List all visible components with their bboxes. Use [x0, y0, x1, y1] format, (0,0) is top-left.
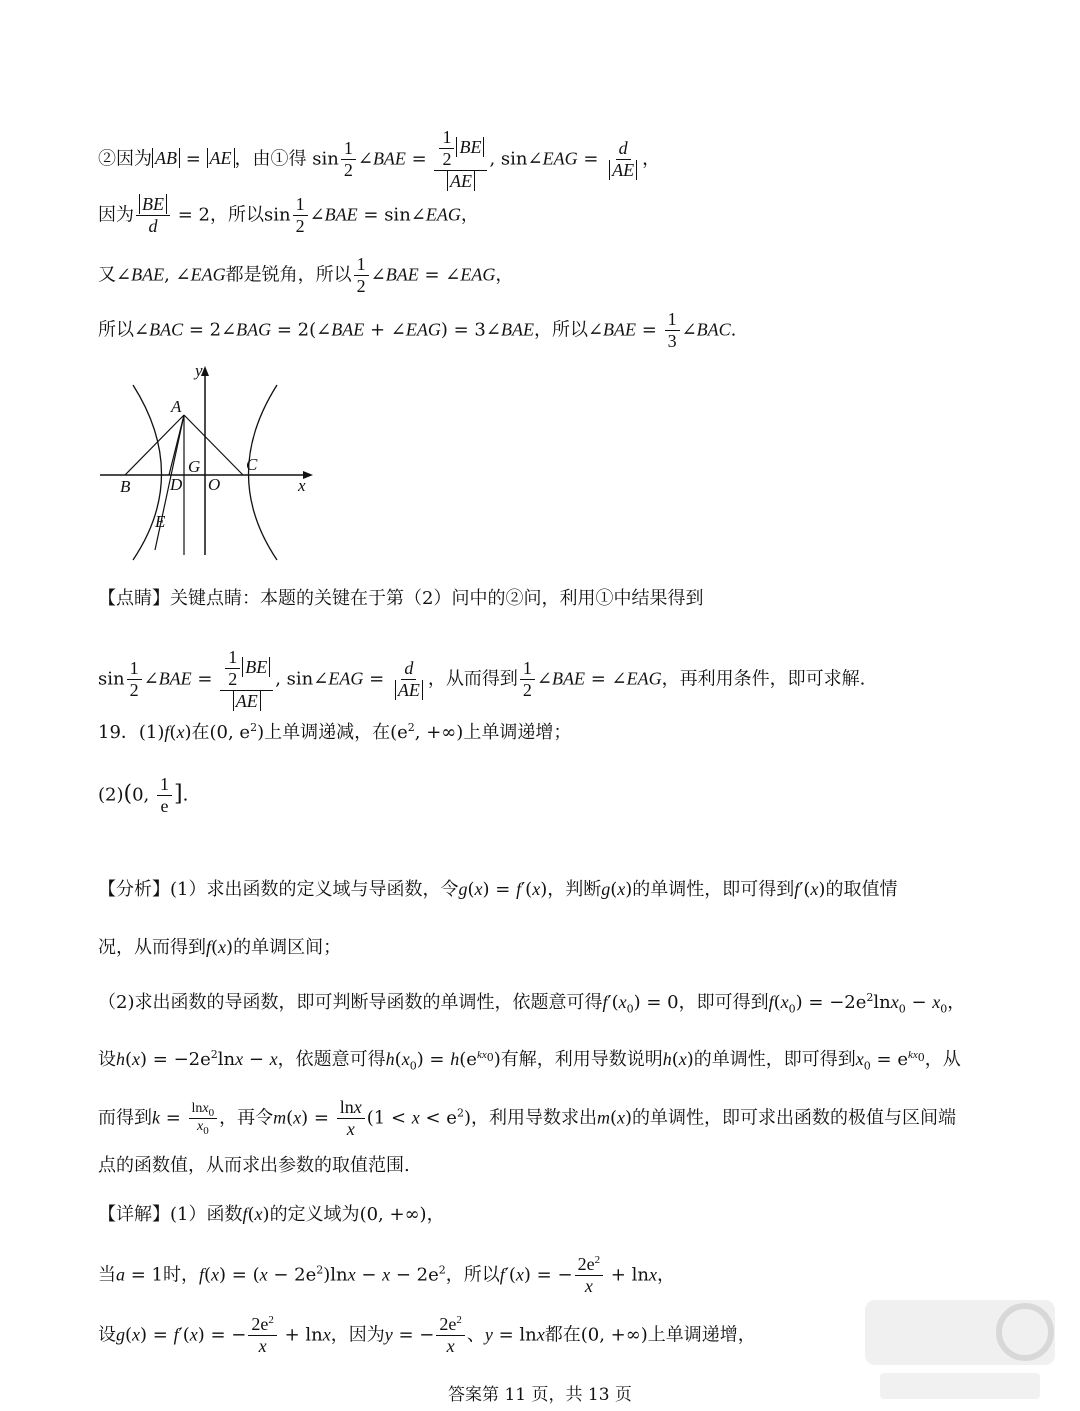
- text: 的单调性，即可得到: [632, 879, 795, 900]
- text: ，判断: [547, 879, 602, 900]
- analysis-line-6: 点的函数值，从而求出参数的取值范围.: [98, 1155, 410, 1176]
- text: 因为: [98, 204, 134, 226]
- text: 而得到: [98, 1107, 152, 1129]
- text: ，所以: [533, 319, 588, 341]
- label-D: D: [170, 475, 183, 494]
- text: 上单调递减，在: [264, 722, 391, 743]
- text: ，利用导数求出: [470, 1107, 597, 1129]
- label-B: B: [120, 477, 131, 496]
- line-BA: [125, 415, 184, 475]
- text: 19．(1): [98, 722, 165, 743]
- analysis-line-2: 况，从而得到f(x)的单调区间；: [98, 937, 342, 958]
- detail-line-1: 【详解】(1）函数f(x)的定义域为(0, +∞)，: [98, 1204, 445, 1225]
- text: (2): [98, 784, 124, 806]
- proof-line-2: 因为 $\frac{BE}{d}$ = 2，所以sin $\frac{1}{2}$ ∠BAE = sin∠EAG，: [98, 194, 479, 236]
- text: 设: [98, 1324, 116, 1346]
- text: 的取值情: [825, 879, 898, 900]
- text: 设: [98, 1049, 116, 1070]
- analysis-line-3: （2)求出函数的导函数，即可判断导函数的单调性，依题意可得$f'(x_0) = 0$，即可得到$f(x_0) = -2e^2\ln x_0 - x_0$，: [98, 991, 966, 1016]
- text: 【分析】(1）求出函数的定义域与导函数，令: [98, 879, 459, 900]
- text: ，所以: [445, 1264, 500, 1286]
- q19-part1: 19．(1)f(x)在(0, $e^2$)上单调递减，在($e^2$, +∞)上单调递增；: [98, 721, 572, 743]
- text: 有解，利用导数说明: [500, 1049, 663, 1070]
- text: 都是锐角，所以: [225, 264, 352, 286]
- text: 的定义域为: [269, 1204, 360, 1225]
- left-branch: [133, 385, 162, 560]
- label-C: C: [246, 455, 258, 474]
- text: ，再利用条件，即可求解.: [661, 668, 866, 690]
- text: ②因为: [98, 148, 152, 170]
- label-y: y: [195, 361, 203, 380]
- dianjing-line-1: 【点睛】关键点睛：本题的关键在于第（2）问中的②问，利用①中结果得到: [98, 588, 704, 609]
- page-footer: 答案第 11 页，共 13 页: [448, 1385, 632, 1405]
- proof-line-3: 又∠BAE, ∠EAG都是锐角，所以 $\frac{1}{2}$ ∠BAE = ∠EAG，: [98, 254, 514, 296]
- text: 所以: [98, 319, 134, 341]
- text: ，再令: [219, 1107, 274, 1129]
- text: ，因为: [330, 1324, 385, 1346]
- dianjing-line-2: sin $\frac{1}{2}$ ∠BAE = $\frac{1}{2}$ BE AE , sin∠EAG = $\frac{d}{AE}$ ，从而得到 $\frac{1}{2}$ ∠BAE = ∠EAG，再利用条件，即可求解.: [98, 647, 866, 711]
- label-G: G: [188, 457, 201, 476]
- label-x: x: [298, 476, 306, 495]
- analysis-line-4: 设$h(x) = -2e^2\ln x - x$，依题意可得$h(x_0) = h(e^{kx_0})$有解，利用导数说明h(x)的单调性，即可得到$x_0 = e^{kx_0}$，从: [98, 1048, 961, 1073]
- detail-line-2: 当a = 1时，$f(x) = (x - 2e^2)\ln x - x - 2e^2$，所以f′(x) = − $\frac{2e^2}{x}$ + lnx，: [98, 1254, 675, 1296]
- label-E: E: [155, 512, 166, 531]
- text: 都在: [544, 1324, 581, 1346]
- text: 上单调递增；: [463, 722, 572, 743]
- text: 的单调性，即可求出函数的极值与区间端: [632, 1107, 957, 1129]
- label-A: A: [171, 397, 182, 416]
- text: ，依题意可得: [277, 1049, 386, 1070]
- text: ，从: [924, 1049, 961, 1070]
- proof-line-4: 所以∠BAC = 2∠BAG = 2(∠BAE + ∠EAG) = 3∠BAE，所以∠BAE = $\frac{1}{3}$ ∠BAC.: [98, 309, 737, 351]
- text: 的单调区间；: [233, 937, 342, 958]
- text: ，即可得到: [678, 992, 769, 1013]
- detail-line-3: 设g(x) = f′(x) = − $\frac{2e^2}{x}$ + lnx，因为y = − $\frac{2e^2}{x}$ 、y = lnx都在(0, +∞)上单调递增，: [98, 1314, 756, 1356]
- text: 又: [98, 264, 116, 286]
- text: 上单调递增，: [647, 1324, 756, 1346]
- text: 的单调性，即可得到: [693, 1049, 856, 1070]
- analysis-line-1: 【分析】(1）求出函数的定义域与导函数，令g(x) = f′(x)，判断g(x)的单调性，即可得到f′(x)的取值情: [98, 879, 898, 900]
- text: ，所以: [209, 204, 264, 226]
- text: （2)求出函数的导函数，即可判断导函数的单调性，依题意可得: [98, 992, 603, 1013]
- line-AD: [169, 415, 184, 475]
- text: 时，: [162, 1264, 199, 1286]
- watermark-logo: [860, 1295, 1060, 1405]
- hyperbola-figure: [95, 360, 325, 565]
- text: 当: [98, 1264, 116, 1286]
- text: 况，从而得到: [98, 937, 206, 958]
- text: 、: [466, 1324, 485, 1346]
- text: 【详解】(1）函数: [98, 1204, 243, 1225]
- text: 在: [191, 722, 210, 743]
- text: ，由①得: [234, 148, 307, 170]
- label-O: O: [208, 475, 221, 494]
- analysis-line-5: 而得到k = $\frac{\ln x_0}{x_0}$ ，再令m(x) = $\frac{\ln x}{x}$ $(1 < x < e^2)$，利用导数求出m(x)的单调性，即可求出函数的极值与区间端: [98, 1097, 957, 1139]
- q19-part2: (2)(0, $\frac{1}{e}$ ].: [98, 774, 189, 816]
- text: ，从而得到: [427, 668, 518, 690]
- proof-line-1: ②因为 AB = AE ，由①得 sin $\frac{1}{2}$ ∠BAE = $\frac{1}{2}$ BE AE , sin∠EAG = $\frac{d}{AE}$ ，: [98, 127, 661, 191]
